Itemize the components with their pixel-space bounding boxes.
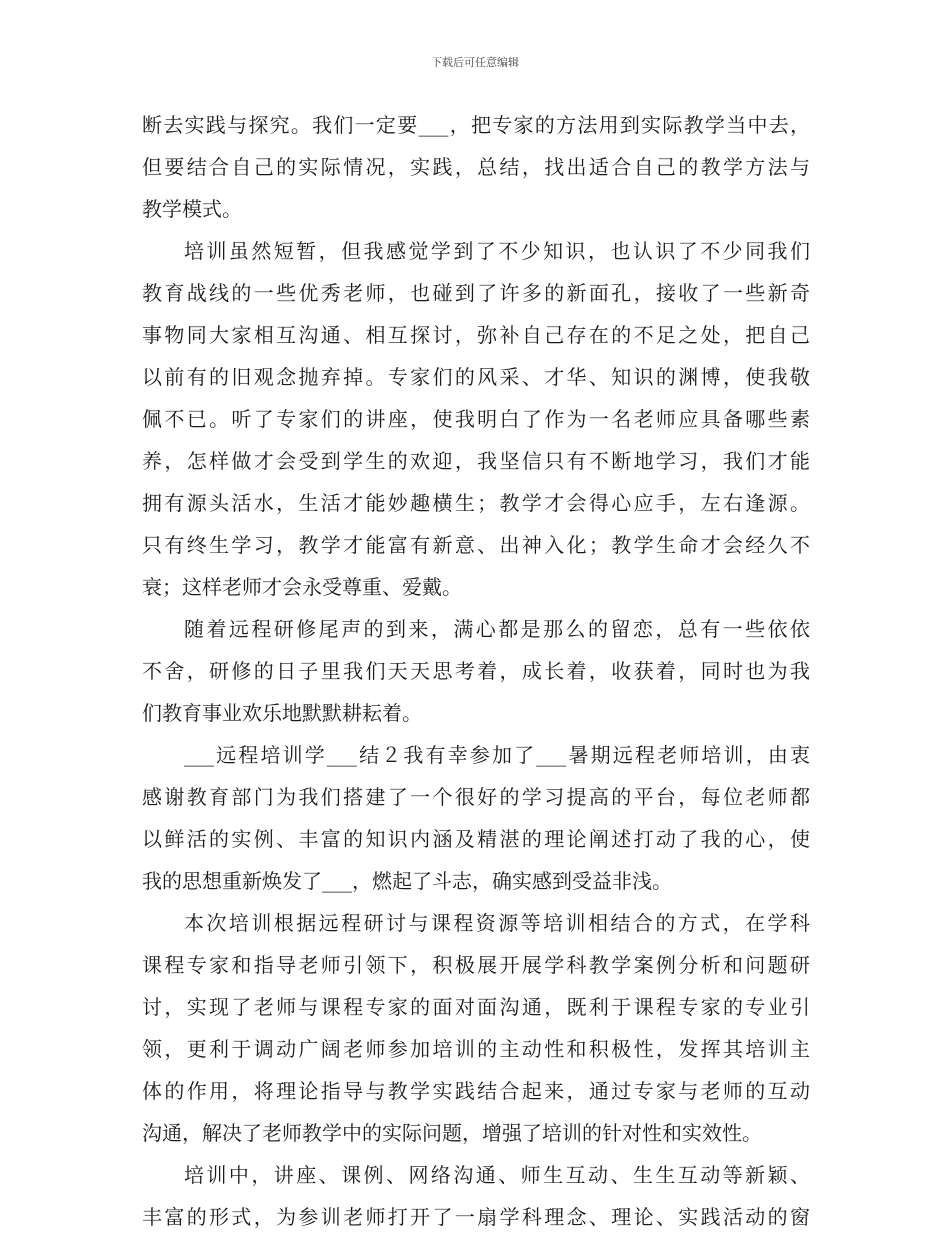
- text-line: 随着远程研修尾声的到来，满心都是那么的留恋，总有一些依依: [184, 617, 810, 641]
- text-line: 佩不已。听了专家们的讲座，使我明白了作为一名老师应具备哪些素: [142, 407, 810, 431]
- text-line: 以前有的旧观念抛弃掉。专家们的风采、才华、知识的渊博，使我敬: [142, 365, 810, 389]
- text-line: 培训虽然短暂，但我感觉学到了不少知识，也认识了不少同我们: [184, 239, 810, 263]
- text-line: 沟通，解决了老师教学中的实际问题，增强了培训的针对性和实效性。: [142, 1121, 762, 1145]
- text-line: 们教育事业欢乐地默默耕耘着。: [142, 701, 422, 725]
- text-line: 体的作用，将理论指导与教学实践结合起来，通过专家与老师的互动: [142, 1079, 810, 1103]
- text-line: 本次培训根据远程研讨与课程资源等培训相结合的方式，在学科: [184, 911, 810, 935]
- text-line: 教学模式。: [142, 197, 242, 221]
- page-header: 下载后可任意编辑: [431, 56, 519, 69]
- text-line: 我的思想重新焕发了___，燃起了斗志，确实感到受益非浅。: [142, 869, 672, 893]
- text-line: 只有终生学习，教学才能富有新意、出神入化；教学生命才会经久不: [142, 533, 810, 557]
- text-line: ___远程培训学___结２我有幸参加了___暑期远程老师培训，由衷: [184, 743, 810, 767]
- body-text: [142, 104, 810, 1238]
- text-line: 以鲜活的实例、丰富的知识内涵及精湛的理论阐述打动了我的心，使: [142, 827, 810, 851]
- text-line: 事物同大家相互沟通、相互探讨，弥补自己存在的不足之处，把自己: [142, 323, 810, 347]
- text-line: 教育战线的一些优秀老师，也碰到了许多的新面孔，接收了一些新奇: [142, 281, 810, 305]
- text-line: 断去实践与探究。我们一定要___，把专家的方法用到实际教学当中去，: [142, 113, 810, 137]
- text-line: 培训中，讲座、课例、网络沟通、师生互动、生生互动等新颖、: [184, 1163, 810, 1187]
- text-line: 课程专家和指导老师引领下，积极展开展学科教学案例分析和问题研: [142, 953, 810, 977]
- text-line: 领，更利于调动广阔老师参加培训的主动性和积极性，发挥其培训主: [142, 1037, 810, 1061]
- text-line: 感谢教育部门为我们搭建了一个很好的学习提高的平台，每位老师都: [142, 785, 810, 809]
- text-line: 讨，实现了老师与课程专家的面对面沟通，既利于课程专家的专业引: [142, 995, 810, 1019]
- text-line: 拥有源头活水，生活才能妙趣横生；教学才会得心应手，左右逢源。: [142, 491, 810, 515]
- text-line: 衰；这样老师才会永受尊重、爱戴。: [142, 575, 462, 599]
- text-line: 养，怎样做才会受到学生的欢迎，我坚信只有不断地学习，我们才能: [142, 449, 810, 473]
- text-line: 但要结合自己的实际情况，实践，总结，找出适合自己的教学方法与: [142, 155, 810, 179]
- text-line: 不舍，研修的日子里我们天天思考着，成长着，收获着，同时也为我: [142, 659, 810, 683]
- text-line: 丰富的形式，为参训老师打开了一扇学科理念、理论、实践活动的窗: [142, 1205, 810, 1229]
